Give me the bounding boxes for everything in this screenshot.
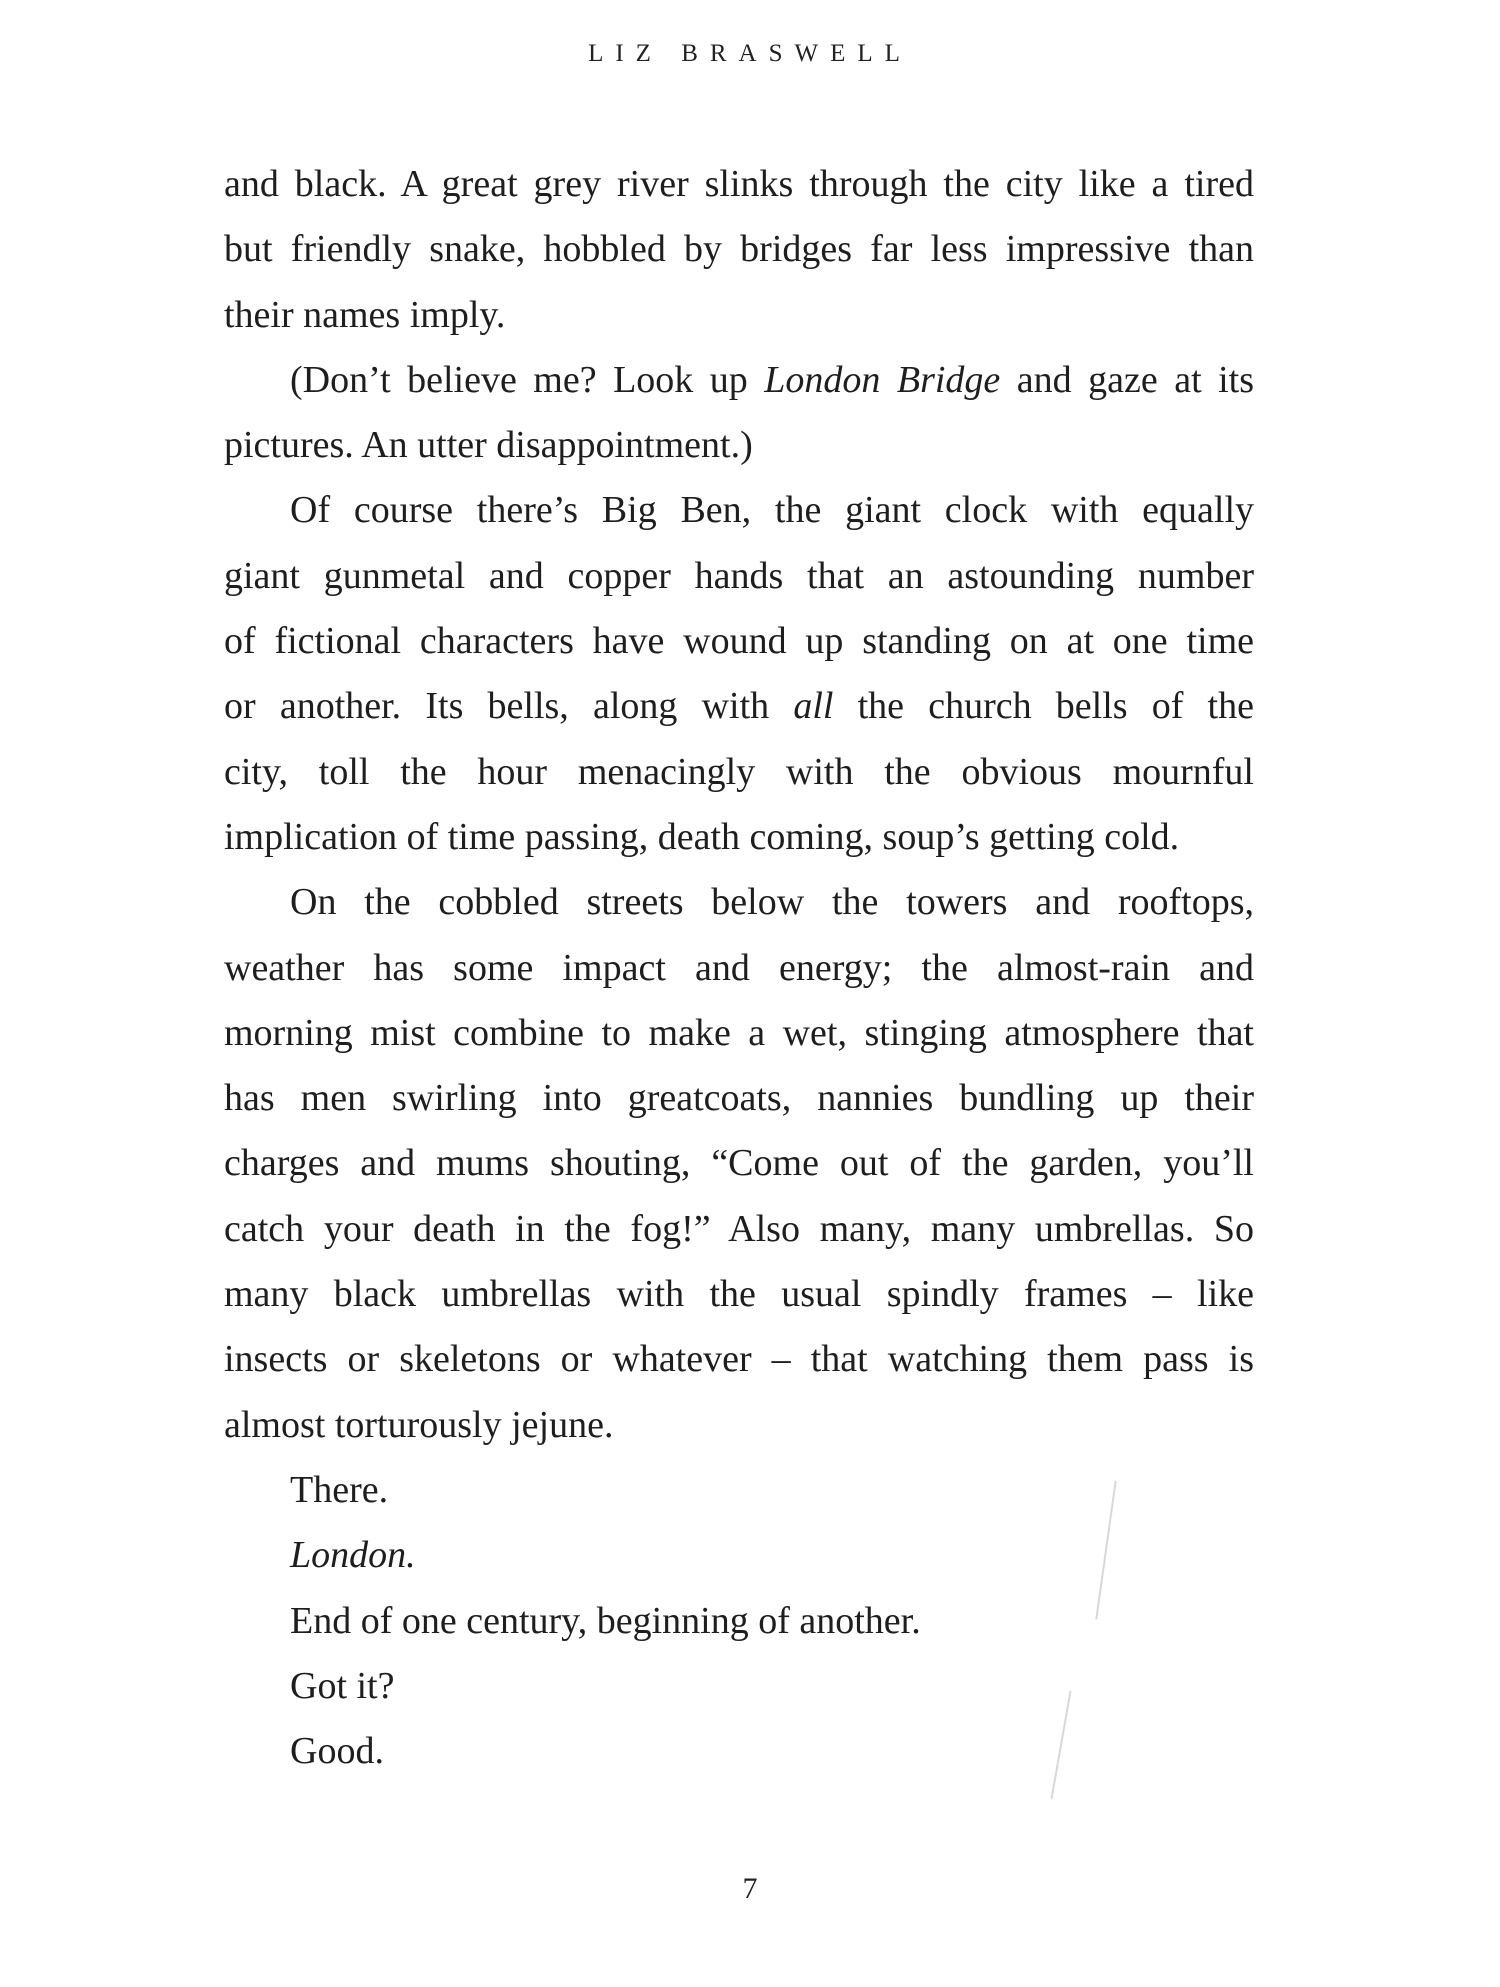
text-segment: (Don’t believe me? Look up bbox=[290, 358, 765, 401]
text-line: their names imply. bbox=[224, 293, 506, 336]
italic-text: London. bbox=[290, 1534, 416, 1577]
text-line: but friendly snake, hobbled by bridges far less impressive than bbox=[224, 228, 1254, 271]
text-line bbox=[224, 354, 1254, 419]
text-line: Good. bbox=[290, 1730, 384, 1773]
text-line: giant gunmetal and copper hands that an astounding number bbox=[224, 554, 1254, 597]
text-segment: or another. Its bells, along with bbox=[224, 685, 794, 728]
text-line bbox=[224, 680, 1254, 745]
text-line: implication of time passing, death coming, soup’s getting cold. bbox=[224, 815, 1180, 858]
page-number: 7 bbox=[742, 1872, 758, 1905]
text-line: There. bbox=[290, 1468, 389, 1511]
text-line: Of course there’s Big Ben, the giant clock with equally bbox=[290, 489, 1254, 532]
text-line: many black umbrellas with the usual spindly frames – like bbox=[224, 1273, 1254, 1316]
text-segment: and gaze at its bbox=[1000, 358, 1255, 401]
text-segment: the church bells of the bbox=[833, 685, 1254, 728]
running-head: LIZ BRASWELL bbox=[588, 40, 912, 67]
text-line: pictures. An utter disappointment.) bbox=[224, 424, 753, 467]
text-line: and black. A great grey river slinks through the city like a tired bbox=[224, 163, 1254, 205]
italic-text: all bbox=[793, 685, 834, 728]
text-line: On the cobbled streets below the towers and rooftops, bbox=[290, 881, 1254, 924]
text-line: End of one century, beginning of another. bbox=[290, 1599, 921, 1642]
text-line: has men swirling into greatcoats, nannies bundling up their bbox=[224, 1077, 1254, 1120]
text-line: Got it? bbox=[290, 1664, 395, 1707]
text-line: catch your death in the fog!” Also many, many umbrellas. So bbox=[224, 1207, 1254, 1250]
text-line: insects or skeletons or whatever – that watching them pass is bbox=[224, 1338, 1254, 1381]
text-line: weather has some impact and energy; the almost-rain and bbox=[224, 946, 1254, 989]
italic-text: London Bridge bbox=[764, 358, 1001, 401]
text-line: charges and mums shouting, “Come out of the garden, you’ll bbox=[224, 1142, 1254, 1185]
text-line: morning mist combine to make a wet, stinging atmosphere that bbox=[224, 1011, 1254, 1054]
text-line: city, toll the hour menacingly with the obvious mournful bbox=[224, 750, 1254, 793]
page-body bbox=[224, 158, 1254, 1790]
text-line: of fictional characters have wound up standing on at one time bbox=[224, 620, 1254, 663]
text-line: almost torturously jejune. bbox=[224, 1403, 614, 1446]
